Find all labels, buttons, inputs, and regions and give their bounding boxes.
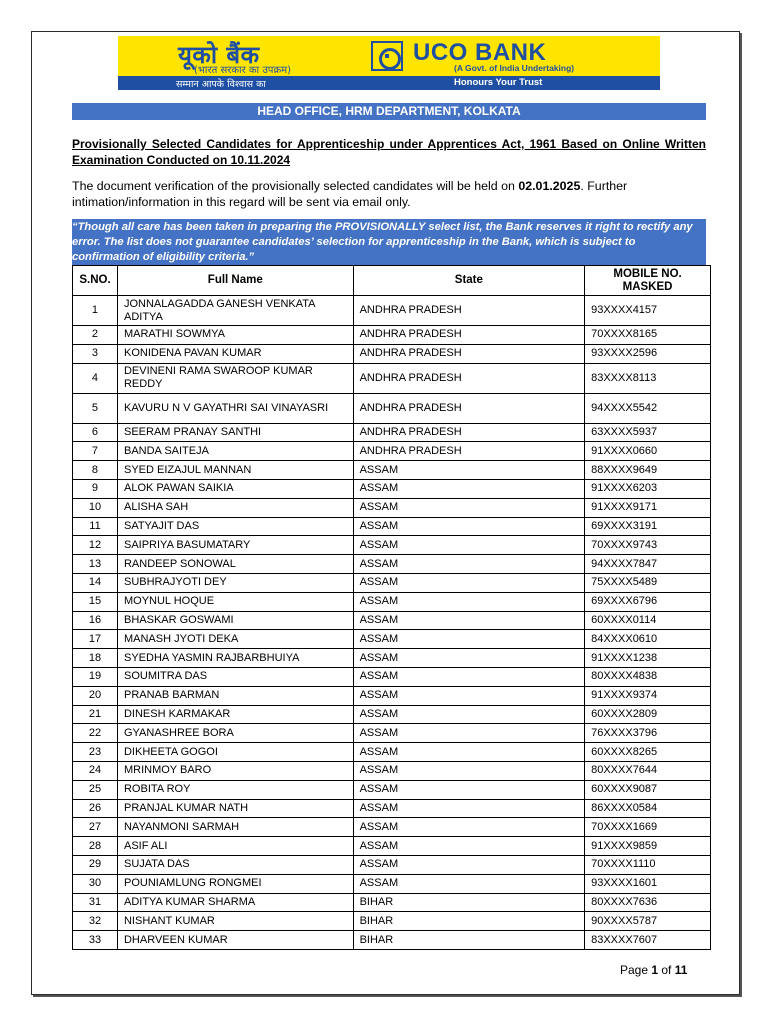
cell-mobile: 91XXXX1238: [585, 649, 711, 668]
intro-paragraph: [72, 178, 706, 210]
table-row: [73, 705, 711, 724]
table-row: [73, 724, 711, 743]
cell-mobile: 69XXXX3191: [585, 517, 711, 536]
cell-state: BIHAR: [353, 912, 585, 931]
cell-full-name: KAVURU N V GAYATHRI SAI VINAYASRI: [117, 393, 353, 423]
current-page: 1: [651, 963, 659, 977]
cell-state: ASSAM: [353, 724, 585, 743]
cell-sno: 14: [73, 573, 118, 592]
table-row: [73, 517, 711, 536]
cell-full-name: SEERAM PRANAY SANTHI: [117, 423, 353, 442]
verification-date: 02.01.2025: [518, 179, 581, 193]
cell-sno: 24: [73, 761, 118, 780]
cell-full-name: GYANASHREE BORA: [117, 724, 353, 743]
table-row: [73, 893, 711, 912]
cell-sno: 23: [73, 743, 118, 762]
cell-state: ASSAM: [353, 517, 585, 536]
disclaimer-notice: “Though all care has been taken in preparing the PROVISIONALLY select list, the Bank reserves it right to rectify any error. The list does not guarantee candidates’ selection for apprenticeship in the Bank, which is subject to confirmation of eligibility criteria.”: [72, 219, 706, 266]
cell-full-name: ALISHA SAH: [117, 498, 353, 517]
cell-full-name: DINESH KARMAKAR: [117, 705, 353, 724]
cell-full-name: JONNALAGADDA GANESH VENKATA ADITYA: [117, 296, 353, 326]
cell-mobile: 83XXXX8113: [585, 363, 711, 393]
cell-state: BIHAR: [353, 931, 585, 950]
cell-state: ASSAM: [353, 649, 585, 668]
cell-sno: 1: [73, 296, 118, 326]
cell-mobile: 80XXXX7644: [585, 761, 711, 780]
column-header-full-name: Full Name: [117, 266, 353, 296]
table-row: [73, 423, 711, 442]
table-row: [73, 912, 711, 931]
cell-sno: 22: [73, 724, 118, 743]
cell-mobile: 80XXXX4838: [585, 667, 711, 686]
table-row: [73, 818, 711, 837]
cell-full-name: ADITYA KUMAR SHARMA: [117, 893, 353, 912]
document-heading: Provisionally Selected Candidates for Apprenticeship under Apprentices Act, 1961 Based on Online Written Examination Conducted on 10.11.2024: [72, 137, 706, 167]
cell-sno: 21: [73, 705, 118, 724]
cell-full-name: SYEDHA YASMIN RAJBARBHUIYA: [117, 649, 353, 668]
table-row: [73, 611, 711, 630]
cell-state: ANDHRA PRADESH: [353, 363, 585, 393]
table-row: [73, 799, 711, 818]
cell-mobile: 63XXXX5937: [585, 423, 711, 442]
cell-mobile: 94XXXX7847: [585, 555, 711, 574]
cell-full-name: SATYAJIT DAS: [117, 517, 353, 536]
cell-full-name: KONIDENA PAVAN KUMAR: [117, 344, 353, 363]
cell-full-name: MOYNUL HOQUE: [117, 592, 353, 611]
cell-mobile: 84XXXX0610: [585, 630, 711, 649]
cell-state: ASSAM: [353, 818, 585, 837]
cell-full-name: SYED EIZAJUL MANNAN: [117, 461, 353, 480]
cell-mobile: 60XXXX2809: [585, 705, 711, 724]
cell-sno: 15: [73, 592, 118, 611]
cell-state: ASSAM: [353, 555, 585, 574]
cell-mobile: 93XXXX1601: [585, 874, 711, 893]
table-row: [73, 498, 711, 517]
cell-full-name: NISHANT KUMAR: [117, 912, 353, 931]
page-number: [620, 963, 687, 977]
cell-full-name: POUNIAMLUNG RONGMEI: [117, 874, 353, 893]
table-row: [73, 743, 711, 762]
table-row: [73, 592, 711, 611]
cell-sno: 6: [73, 423, 118, 442]
cell-state: ASSAM: [353, 461, 585, 480]
cell-mobile: 91XXXX9374: [585, 686, 711, 705]
cell-state: ASSAM: [353, 611, 585, 630]
cell-sno: 19: [73, 667, 118, 686]
cell-mobile: 75XXXX5489: [585, 573, 711, 592]
cell-full-name: ALOK PAWAN SAIKIA: [117, 479, 353, 498]
cell-mobile: 60XXXX9087: [585, 780, 711, 799]
cell-full-name: MANASH JYOTI DEKA: [117, 630, 353, 649]
table-row: [73, 761, 711, 780]
cell-full-name: MRINMOY BARO: [117, 761, 353, 780]
bank-name-english: UCO BANK: [413, 39, 547, 66]
table-row: [73, 393, 711, 423]
cell-sno: 29: [73, 855, 118, 874]
cell-sno: 5: [73, 393, 118, 423]
cell-sno: 33: [73, 931, 118, 950]
cell-full-name: SUJATA DAS: [117, 855, 353, 874]
cell-sno: 30: [73, 874, 118, 893]
cell-mobile: 91XXXX9859: [585, 837, 711, 856]
page-middle: of: [658, 963, 675, 977]
cell-mobile: 91XXXX6203: [585, 479, 711, 498]
cell-sno: 26: [73, 799, 118, 818]
table-row: [73, 573, 711, 592]
table-row: [73, 837, 711, 856]
cell-full-name: BHASKAR GOSWAMI: [117, 611, 353, 630]
table-row: [73, 536, 711, 555]
cell-sno: 13: [73, 555, 118, 574]
cell-mobile: 94XXXX5542: [585, 393, 711, 423]
table-row: [73, 344, 711, 363]
uco-bank-logo-banner: [118, 36, 660, 90]
cell-state: ASSAM: [353, 592, 585, 611]
cell-sno: 4: [73, 363, 118, 393]
bank-name-hindi: यूको बैंक: [178, 41, 260, 69]
cell-state: ASSAM: [353, 536, 585, 555]
cell-state: ASSAM: [353, 667, 585, 686]
cell-state: ASSAM: [353, 743, 585, 762]
cell-sno: 18: [73, 649, 118, 668]
cell-full-name: ASIF ALI: [117, 837, 353, 856]
cell-full-name: NAYANMONI SARMAH: [117, 818, 353, 837]
table-row: [73, 649, 711, 668]
cell-full-name: ROBITA ROY: [117, 780, 353, 799]
table-row: [73, 363, 711, 393]
cell-state: ANDHRA PRADESH: [353, 393, 585, 423]
tagline-hindi: सम्मान आपके विश्वास का: [176, 79, 266, 90]
cell-state: ASSAM: [353, 799, 585, 818]
cell-sno: 20: [73, 686, 118, 705]
cell-full-name: SUBHRAJYOTI DEY: [117, 573, 353, 592]
cell-full-name: DEVINENI RAMA SWAROOP KUMAR REDDY: [117, 363, 353, 393]
table-row: [73, 931, 711, 950]
cell-full-name: DIKHEETA GOGOI: [117, 743, 353, 762]
cell-mobile: 93XXXX4157: [585, 296, 711, 326]
cell-mobile: 70XXXX9743: [585, 536, 711, 555]
cell-sno: 25: [73, 780, 118, 799]
cell-state: ANDHRA PRADESH: [353, 344, 585, 363]
bank-subtitle-english: (A Govt. of India Undertaking): [454, 63, 575, 73]
cell-state: ANDHRA PRADESH: [353, 423, 585, 442]
cell-state: ASSAM: [353, 498, 585, 517]
table-row: [73, 855, 711, 874]
table-row: [73, 296, 711, 326]
table-row: [73, 874, 711, 893]
cell-state: ASSAM: [353, 479, 585, 498]
uco-logo-icon: [371, 41, 403, 71]
office-title: HEAD OFFICE, HRM DEPARTMENT, KOLKATA: [72, 103, 706, 120]
cell-mobile: 60XXXX8265: [585, 743, 711, 762]
cell-state: ASSAM: [353, 761, 585, 780]
table-row: [73, 780, 711, 799]
cell-sno: 28: [73, 837, 118, 856]
cell-full-name: MARATHI SOWMYA: [117, 326, 353, 345]
cell-sno: 7: [73, 442, 118, 461]
cell-mobile: 88XXXX9649: [585, 461, 711, 480]
cell-full-name: SOUMITRA DAS: [117, 667, 353, 686]
cell-full-name: BANDA SAITEJA: [117, 442, 353, 461]
cell-mobile: 76XXXX3796: [585, 724, 711, 743]
cell-sno: 12: [73, 536, 118, 555]
total-pages: 11: [674, 963, 688, 977]
cell-state: ANDHRA PRADESH: [353, 326, 585, 345]
table-header-row: [73, 266, 711, 296]
cell-mobile: 70XXXX1669: [585, 818, 711, 837]
cell-state: ASSAM: [353, 705, 585, 724]
table-row: [73, 442, 711, 461]
table-row: [73, 479, 711, 498]
cell-mobile: 70XXXX1110: [585, 855, 711, 874]
cell-sno: 2: [73, 326, 118, 345]
cell-sno: 32: [73, 912, 118, 931]
cell-state: ASSAM: [353, 855, 585, 874]
cell-state: ANDHRA PRADESH: [353, 296, 585, 326]
cell-state: ASSAM: [353, 686, 585, 705]
cell-full-name: SAIPRIYA BASUMATARY: [117, 536, 353, 555]
cell-sno: 16: [73, 611, 118, 630]
cell-sno: 9: [73, 479, 118, 498]
cell-state: ASSAM: [353, 874, 585, 893]
cell-sno: 11: [73, 517, 118, 536]
cell-state: ASSAM: [353, 780, 585, 799]
cell-mobile: 60XXXX0114: [585, 611, 711, 630]
cell-sno: 10: [73, 498, 118, 517]
cell-full-name: PRANJAL KUMAR NATH: [117, 799, 353, 818]
cell-mobile: 69XXXX6796: [585, 592, 711, 611]
cell-mobile: 90XXXX5787: [585, 912, 711, 931]
cell-state: BIHAR: [353, 893, 585, 912]
table-row: [73, 686, 711, 705]
intro-text-after: . Further intimation/information in this regard will be sent via email only.: [72, 179, 628, 209]
cell-full-name: PRANAB BARMAN: [117, 686, 353, 705]
cell-state: ASSAM: [353, 573, 585, 592]
table-row: [73, 667, 711, 686]
cell-state: ANDHRA PRADESH: [353, 442, 585, 461]
cell-sno: 27: [73, 818, 118, 837]
table-row: [73, 555, 711, 574]
cell-sno: 17: [73, 630, 118, 649]
tagline-english: Honours Your Trust: [454, 77, 543, 88]
cell-mobile: 80XXXX7636: [585, 893, 711, 912]
cell-mobile: 91XXXX9171: [585, 498, 711, 517]
column-header-sno: S.NO.: [73, 266, 118, 296]
cell-sno: 3: [73, 344, 118, 363]
cell-mobile: 70XXXX8165: [585, 326, 711, 345]
cell-mobile: 86XXXX0584: [585, 799, 711, 818]
table-row: [73, 630, 711, 649]
cell-full-name: RANDEEP SONOWAL: [117, 555, 353, 574]
cell-state: ASSAM: [353, 837, 585, 856]
table-row: [73, 461, 711, 480]
cell-sno: 31: [73, 893, 118, 912]
column-header-mobile: MOBILE NO. MASKED: [585, 266, 711, 296]
column-header-state: State: [353, 266, 585, 296]
cell-mobile: 91XXXX0660: [585, 442, 711, 461]
cell-mobile: 93XXXX2596: [585, 344, 711, 363]
intro-text-before: The document verification of the provisionally selected candidates will be held on: [72, 179, 519, 193]
table-row: [73, 326, 711, 345]
tagline-strip: [118, 76, 660, 90]
cell-full-name: DHARVEEN KUMAR: [117, 931, 353, 950]
cell-sno: 8: [73, 461, 118, 480]
candidates-table: [72, 265, 711, 950]
bank-subtitle-hindi: (भारत सरकार का उपक्रम): [194, 65, 292, 76]
cell-mobile: 83XXXX7607: [585, 931, 711, 950]
cell-state: ASSAM: [353, 630, 585, 649]
page-prefix: Page: [620, 963, 652, 977]
